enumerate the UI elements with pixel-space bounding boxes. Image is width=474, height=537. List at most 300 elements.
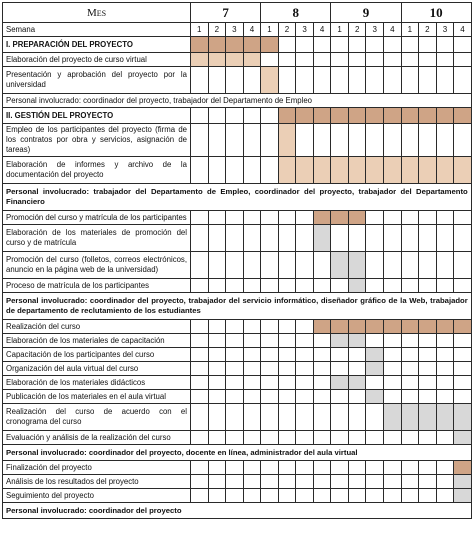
personnel-row: [3, 184, 472, 211]
schedule-cell-empty: [384, 431, 402, 445]
schedule-cell-empty: [261, 252, 279, 279]
month-header-row: [3, 3, 472, 23]
schedule-cell-empty: [384, 225, 402, 252]
task-label: Realización del curso: [3, 320, 191, 334]
schedule-cell-task: [331, 157, 349, 184]
schedule-cell-empty: [191, 67, 209, 94]
personnel-row: [3, 293, 472, 320]
schedule-cell-phase: [384, 320, 402, 334]
section-title: II. GESTIÓN DEL PROYECTO: [3, 108, 191, 124]
schedule-cell-empty: [348, 431, 366, 445]
schedule-cell-phase: [348, 320, 366, 334]
schedule-cell-empty: [419, 37, 437, 53]
schedule-cell-empty: [226, 211, 244, 225]
task-row: [3, 461, 472, 475]
schedule-cell-phase: [454, 108, 472, 124]
schedule-cell-empty: [401, 124, 419, 157]
schedule-cell-empty: [208, 390, 226, 404]
schedule-cell-empty: [191, 475, 209, 489]
schedule-cell-empty: [331, 362, 349, 376]
schedule-cell-empty: [419, 376, 437, 390]
task-row: [3, 124, 472, 157]
schedule-cell-activity: [384, 404, 402, 431]
schedule-cell-activity: [348, 334, 366, 348]
schedule-cell-empty: [191, 431, 209, 445]
task-label: Proceso de matrícula de los participantes: [3, 279, 191, 293]
schedule-cell-empty: [384, 252, 402, 279]
schedule-cell-empty: [208, 157, 226, 184]
schedule-cell-empty: [331, 124, 349, 157]
week-10-2: 2: [419, 23, 437, 37]
schedule-cell-empty: [348, 461, 366, 475]
schedule-cell-task: [436, 157, 454, 184]
schedule-cell-empty: [436, 362, 454, 376]
schedule-cell-empty: [401, 362, 419, 376]
schedule-cell-empty: [243, 108, 261, 124]
schedule-cell-phase: [191, 37, 209, 53]
semana-label: Semana: [3, 23, 191, 37]
schedule-cell-empty: [384, 461, 402, 475]
task-label: Promoción del curso y matrícula de los participantes: [3, 211, 191, 225]
schedule-cell-activity: [454, 475, 472, 489]
schedule-cell-empty: [261, 404, 279, 431]
schedule-cell-empty: [331, 53, 349, 67]
schedule-cell-empty: [366, 53, 384, 67]
week-7-4: 4: [243, 23, 261, 37]
schedule-cell-empty: [191, 124, 209, 157]
task-row: [3, 53, 472, 67]
schedule-cell-phase: [384, 108, 402, 124]
schedule-cell-empty: [313, 53, 331, 67]
schedule-cell-empty: [296, 37, 314, 53]
task-label: Realización del curso de acuerdo con el cronograma del curso: [3, 404, 191, 431]
schedule-cell-empty: [261, 461, 279, 475]
schedule-cell-empty: [401, 252, 419, 279]
schedule-cell-empty: [454, 348, 472, 362]
schedule-cell-empty: [348, 67, 366, 94]
schedule-cell-empty: [454, 211, 472, 225]
schedule-cell-empty: [261, 348, 279, 362]
schedule-cell-activity: [454, 489, 472, 503]
week-9-1: 1: [331, 23, 349, 37]
task-row: [3, 320, 472, 334]
schedule-cell-empty: [208, 279, 226, 293]
schedule-cell-empty: [454, 37, 472, 53]
schedule-cell-phase: [348, 211, 366, 225]
schedule-cell-empty: [313, 390, 331, 404]
schedule-cell-phase: [454, 320, 472, 334]
task-label: Finalización del proyecto: [3, 461, 191, 475]
schedule-cell-empty: [261, 376, 279, 390]
schedule-cell-phase: [331, 211, 349, 225]
schedule-cell-empty: [278, 376, 296, 390]
schedule-cell-empty: [191, 320, 209, 334]
schedule-cell-activity: [454, 431, 472, 445]
task-label: Organización del aula virtual del curso: [3, 362, 191, 376]
task-label: Evaluación y análisis de la realización del curso: [3, 431, 191, 445]
schedule-cell-empty: [313, 362, 331, 376]
task-row: [3, 279, 472, 293]
schedule-cell-empty: [243, 225, 261, 252]
schedule-cell-empty: [384, 376, 402, 390]
schedule-cell-empty: [226, 348, 244, 362]
schedule-cell-empty: [313, 124, 331, 157]
schedule-cell-empty: [243, 362, 261, 376]
task-row: [3, 252, 472, 279]
schedule-cell-empty: [278, 53, 296, 67]
schedule-cell-empty: [419, 225, 437, 252]
schedule-cell-phase: [331, 320, 349, 334]
schedule-cell-empty: [366, 252, 384, 279]
schedule-cell-activity: [401, 404, 419, 431]
schedule-cell-empty: [331, 67, 349, 94]
schedule-cell-task: [208, 53, 226, 67]
schedule-cell-empty: [243, 320, 261, 334]
schedule-cell-activity: [331, 334, 349, 348]
task-label: Elaboración del proyecto de curso virtual: [3, 53, 191, 67]
schedule-cell-empty: [226, 67, 244, 94]
schedule-cell-activity: [331, 376, 349, 390]
section-title: I. PREPARACIÓN DEL PROYECTO: [3, 37, 191, 53]
schedule-cell-empty: [191, 334, 209, 348]
schedule-cell-empty: [436, 461, 454, 475]
schedule-cell-empty: [261, 225, 279, 252]
schedule-cell-empty: [261, 334, 279, 348]
task-label: Publicación de los materiales en el aula virtual: [3, 390, 191, 404]
schedule-cell-phase: [243, 37, 261, 53]
schedule-cell-empty: [191, 461, 209, 475]
schedule-cell-empty: [401, 461, 419, 475]
schedule-cell-empty: [313, 334, 331, 348]
schedule-cell-phase: [348, 108, 366, 124]
schedule-cell-empty: [348, 390, 366, 404]
schedule-cell-empty: [243, 157, 261, 184]
task-row: [3, 225, 472, 252]
schedule-cell-empty: [436, 37, 454, 53]
schedule-cell-empty: [454, 225, 472, 252]
schedule-cell-activity: [366, 390, 384, 404]
week-7-3: 3: [226, 23, 244, 37]
schedule-cell-empty: [278, 475, 296, 489]
personnel-row: [3, 94, 472, 108]
task-label: Elaboración de los materiales didácticos: [3, 376, 191, 390]
schedule-cell-empty: [313, 376, 331, 390]
task-row: [3, 475, 472, 489]
schedule-cell-empty: [296, 53, 314, 67]
personnel-note: Personal involucrado: trabajador del Departamento de Empleo, coordinador del proyecto, trabajador del Departamento Financiero: [3, 184, 472, 211]
schedule-cell-empty: [331, 348, 349, 362]
schedule-cell-empty: [436, 225, 454, 252]
week-10-4: 4: [454, 23, 472, 37]
week-9-2: 2: [348, 23, 366, 37]
task-label: Capacitación de los participantes del curso: [3, 348, 191, 362]
schedule-cell-empty: [401, 489, 419, 503]
schedule-cell-task: [243, 53, 261, 67]
task-row: [3, 404, 472, 431]
schedule-cell-empty: [366, 461, 384, 475]
schedule-cell-empty: [366, 376, 384, 390]
schedule-cell-empty: [261, 53, 279, 67]
week-8-3: 3: [296, 23, 314, 37]
schedule-cell-empty: [208, 334, 226, 348]
schedule-cell-empty: [208, 252, 226, 279]
schedule-cell-empty: [208, 108, 226, 124]
schedule-cell-empty: [366, 334, 384, 348]
schedule-cell-empty: [208, 475, 226, 489]
schedule-cell-empty: [313, 475, 331, 489]
schedule-cell-empty: [384, 390, 402, 404]
schedule-cell-empty: [296, 461, 314, 475]
week-9-3: 3: [366, 23, 384, 37]
schedule-cell-empty: [436, 348, 454, 362]
schedule-cell-empty: [454, 252, 472, 279]
schedule-cell-activity: [348, 279, 366, 293]
schedule-cell-empty: [226, 157, 244, 184]
schedule-cell-empty: [419, 334, 437, 348]
schedule-cell-empty: [384, 475, 402, 489]
schedule-cell-empty: [278, 211, 296, 225]
schedule-cell-empty: [348, 124, 366, 157]
schedule-cell-empty: [296, 320, 314, 334]
schedule-cell-empty: [419, 124, 437, 157]
schedule-cell-empty: [191, 279, 209, 293]
schedule-cell-empty: [226, 252, 244, 279]
schedule-cell-activity: [348, 252, 366, 279]
schedule-cell-empty: [296, 67, 314, 94]
task-row: [3, 489, 472, 503]
schedule-cell-empty: [278, 362, 296, 376]
schedule-cell-empty: [348, 225, 366, 252]
schedule-cell-empty: [384, 124, 402, 157]
schedule-cell-task: [226, 53, 244, 67]
schedule-cell-empty: [401, 53, 419, 67]
schedule-cell-empty: [331, 461, 349, 475]
schedule-cell-empty: [261, 124, 279, 157]
schedule-cell-empty: [454, 279, 472, 293]
task-row: [3, 362, 472, 376]
schedule-cell-empty: [226, 489, 244, 503]
schedule-cell-empty: [436, 489, 454, 503]
schedule-cell-empty: [191, 362, 209, 376]
schedule-cell-empty: [208, 404, 226, 431]
schedule-cell-empty: [313, 252, 331, 279]
schedule-cell-task: [454, 157, 472, 184]
schedule-cell-task: [348, 157, 366, 184]
schedule-cell-empty: [366, 431, 384, 445]
schedule-cell-empty: [313, 348, 331, 362]
schedule-cell-empty: [243, 431, 261, 445]
schedule-cell-phase: [436, 108, 454, 124]
month-7: 7: [191, 3, 261, 23]
schedule-cell-empty: [226, 225, 244, 252]
week-7-1: 1: [191, 23, 209, 37]
schedule-cell-empty: [261, 279, 279, 293]
task-row: [3, 211, 472, 225]
schedule-cell-empty: [191, 211, 209, 225]
schedule-cell-phase: [313, 211, 331, 225]
schedule-cell-empty: [419, 475, 437, 489]
month-10: 10: [401, 3, 471, 23]
schedule-cell-empty: [366, 67, 384, 94]
schedule-cell-empty: [313, 461, 331, 475]
schedule-cell-empty: [366, 211, 384, 225]
schedule-cell-empty: [366, 124, 384, 157]
schedule-cell-empty: [261, 362, 279, 376]
schedule-cell-activity: [366, 348, 384, 362]
schedule-cell-empty: [278, 348, 296, 362]
schedule-cell-empty: [296, 211, 314, 225]
schedule-cell-empty: [208, 348, 226, 362]
schedule-cell-empty: [419, 67, 437, 94]
task-label: Elaboración de los materiales de promoción del curso y de matrícula: [3, 225, 191, 252]
personnel-note: Personal involucrado: coordinador del proyecto, trabajador del Departamento de Empleo: [3, 94, 472, 108]
task-label: Empleo de los participantes del proyecto (firma de los contratos por obra y servicios, asignación de tareas): [3, 124, 191, 157]
schedule-cell-empty: [384, 53, 402, 67]
schedule-cell-empty: [313, 37, 331, 53]
schedule-cell-empty: [296, 390, 314, 404]
schedule-cell-empty: [366, 37, 384, 53]
schedule-cell-empty: [436, 67, 454, 94]
schedule-cell-empty: [348, 362, 366, 376]
schedule-cell-empty: [278, 252, 296, 279]
schedule-cell-empty: [436, 376, 454, 390]
schedule-cell-empty: [261, 211, 279, 225]
schedule-cell-empty: [191, 404, 209, 431]
schedule-cell-empty: [348, 404, 366, 431]
schedule-cell-empty: [226, 404, 244, 431]
schedule-cell-empty: [261, 320, 279, 334]
schedule-cell-empty: [226, 334, 244, 348]
schedule-cell-empty: [191, 390, 209, 404]
schedule-cell-empty: [296, 489, 314, 503]
schedule-cell-empty: [243, 211, 261, 225]
schedule-cell-empty: [208, 211, 226, 225]
schedule-cell-empty: [278, 390, 296, 404]
schedule-cell-empty: [278, 67, 296, 94]
schedule-cell-empty: [401, 225, 419, 252]
schedule-cell-phase: [226, 37, 244, 53]
week-8-1: 1: [261, 23, 279, 37]
schedule-cell-empty: [366, 225, 384, 252]
schedule-cell-empty: [296, 431, 314, 445]
schedule-cell-phase: [419, 320, 437, 334]
schedule-cell-empty: [366, 279, 384, 293]
schedule-cell-empty: [419, 279, 437, 293]
schedule-cell-activity: [436, 404, 454, 431]
schedule-cell-empty: [278, 37, 296, 53]
schedule-cell-empty: [191, 376, 209, 390]
schedule-cell-empty: [261, 475, 279, 489]
schedule-cell-empty: [454, 362, 472, 376]
personnel-note: Personal involucrado: coordinador del proyecto, trabajador del servicio informático, diseñador gráfico de la Web, trabajador de departamento de reclutamiento de los estudiantes: [3, 293, 472, 320]
task-label: Análisis de los resultados del proyecto: [3, 475, 191, 489]
schedule-cell-phase: [331, 108, 349, 124]
task-label: Seguimiento del proyecto: [3, 489, 191, 503]
schedule-cell-empty: [384, 489, 402, 503]
schedule-cell-empty: [296, 362, 314, 376]
schedule-cell-empty: [226, 475, 244, 489]
schedule-cell-phase: [366, 108, 384, 124]
schedule-cell-phase: [313, 320, 331, 334]
month-8: 8: [261, 3, 331, 23]
schedule-cell-empty: [331, 390, 349, 404]
schedule-cell-phase: [296, 108, 314, 124]
schedule-cell-empty: [261, 157, 279, 184]
schedule-cell-activity: [366, 362, 384, 376]
schedule-cell-empty: [296, 252, 314, 279]
schedule-cell-empty: [348, 37, 366, 53]
schedule-cell-empty: [296, 334, 314, 348]
schedule-cell-empty: [243, 279, 261, 293]
schedule-cell-empty: [419, 362, 437, 376]
schedule-cell-empty: [384, 362, 402, 376]
task-row: [3, 348, 472, 362]
schedule-cell-empty: [296, 475, 314, 489]
schedule-cell-empty: [313, 279, 331, 293]
schedule-cell-empty: [384, 348, 402, 362]
schedule-cell-task: [366, 157, 384, 184]
schedule-cell-activity: [454, 404, 472, 431]
schedule-cell-empty: [226, 362, 244, 376]
schedule-cell-empty: [296, 279, 314, 293]
week-10-3: 3: [436, 23, 454, 37]
schedule-cell-phase: [454, 461, 472, 475]
schedule-cell-empty: [331, 489, 349, 503]
schedule-cell-empty: [366, 475, 384, 489]
schedule-cell-empty: [191, 225, 209, 252]
schedule-cell-phase: [261, 37, 279, 53]
schedule-cell-empty: [401, 390, 419, 404]
schedule-cell-empty: [208, 320, 226, 334]
schedule-cell-empty: [313, 489, 331, 503]
schedule-cell-phase: [208, 37, 226, 53]
schedule-cell-empty: [331, 431, 349, 445]
schedule-cell-empty: [436, 431, 454, 445]
schedule-cell-empty: [191, 108, 209, 124]
schedule-cell-empty: [401, 376, 419, 390]
schedule-cell-empty: [243, 404, 261, 431]
schedule-cell-empty: [261, 390, 279, 404]
schedule-cell-empty: [436, 334, 454, 348]
schedule-cell-activity: [348, 376, 366, 390]
personnel-note: Personal involucrado: coordinador del proyecto, docente en línea, administrador del aula virtual: [3, 445, 472, 461]
schedule-cell-empty: [278, 225, 296, 252]
week-9-4: 4: [384, 23, 402, 37]
schedule-cell-empty: [436, 53, 454, 67]
schedule-cell-empty: [226, 376, 244, 390]
schedule-cell-empty: [331, 404, 349, 431]
schedule-cell-empty: [384, 279, 402, 293]
schedule-cell-empty: [278, 431, 296, 445]
schedule-cell-empty: [401, 211, 419, 225]
schedule-cell-empty: [243, 67, 261, 94]
schedule-cell-empty: [243, 252, 261, 279]
schedule-cell-empty: [208, 376, 226, 390]
schedule-cell-task: [384, 157, 402, 184]
schedule-cell-task: [401, 157, 419, 184]
schedule-cell-phase: [401, 108, 419, 124]
task-row: [3, 67, 472, 94]
schedule-cell-empty: [296, 404, 314, 431]
week-7-2: 2: [208, 23, 226, 37]
schedule-cell-empty: [278, 320, 296, 334]
schedule-cell-empty: [243, 475, 261, 489]
schedule-cell-empty: [208, 489, 226, 503]
schedule-cell-empty: [191, 157, 209, 184]
schedule-cell-empty: [278, 489, 296, 503]
schedule-cell-empty: [331, 279, 349, 293]
schedule-cell-empty: [436, 124, 454, 157]
